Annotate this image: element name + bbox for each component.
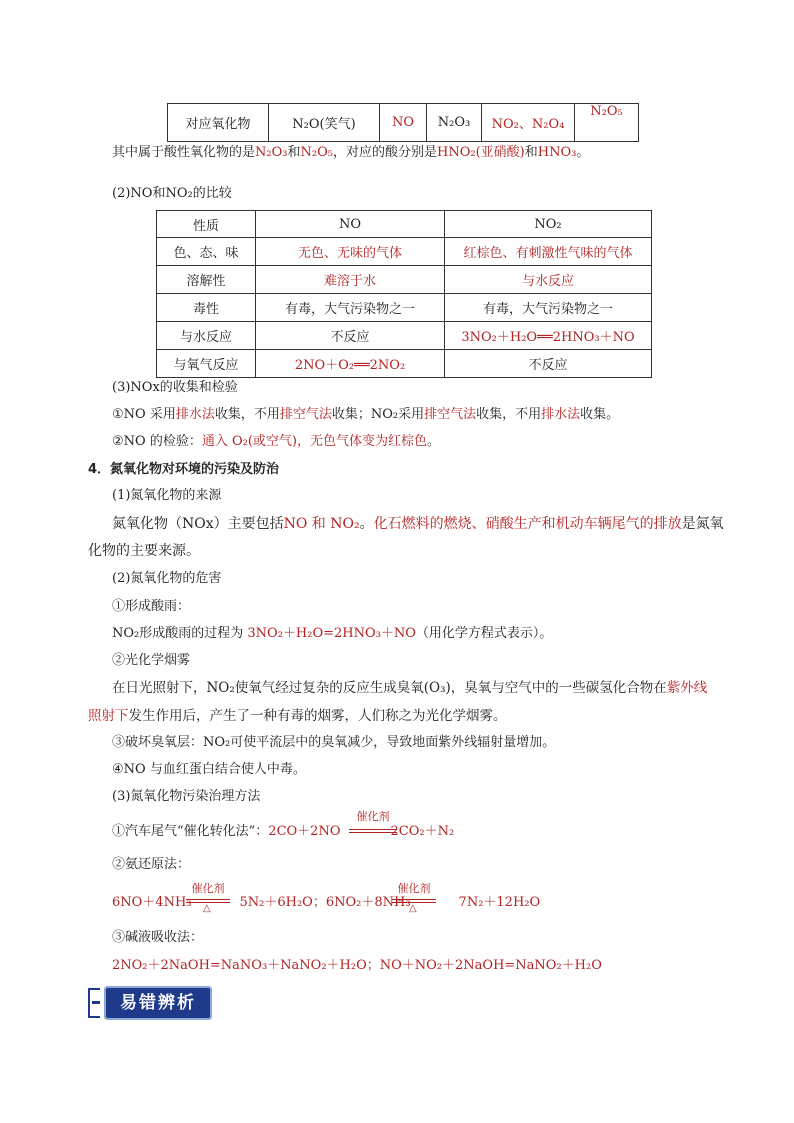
- oxide-no: NO: [380, 104, 427, 142]
- comparison-title: (2)NO和NO₂的比较: [112, 186, 232, 201]
- cmp-cell: 与水反应: [445, 266, 652, 294]
- text: （用化学方程式表示）。: [415, 626, 553, 641]
- cmp-cell: 色、态、味: [157, 238, 256, 266]
- term: 化石燃料的燃烧、硝酸生产和机动车辆尾气的排放: [373, 516, 682, 532]
- sources-paragraph-1: [112, 514, 724, 534]
- alkali-equation: 2NO₂＋2NaOH=NaNO₃＋NaNO₂＋H₂O；NO＋NO₂＋2NaOH=NaNO₂＋H₂O: [112, 958, 602, 973]
- text: ②NO 的检验：: [112, 434, 202, 449]
- text: 是氮氧: [681, 516, 724, 532]
- comparison-table: [156, 210, 652, 378]
- oxide-table-label: 对应氧化物: [168, 104, 269, 142]
- equation: 2CO₂＋N₂: [390, 824, 455, 839]
- term: 排空气法: [279, 407, 332, 422]
- collection-title: (3)NOx的收集和检验: [112, 380, 238, 395]
- cmp-cell: 毒性: [157, 294, 256, 322]
- text: 收集。: [580, 407, 620, 422]
- hazards-title: (2)氮氧化物的危害: [112, 571, 222, 586]
- text: ①NO 采用: [112, 407, 176, 422]
- text: 收集；NO₂采用: [331, 407, 425, 422]
- text: 和: [524, 145, 538, 160]
- cmp-cell: 不反应: [445, 350, 652, 378]
- cmp-header-property: 性质: [157, 211, 256, 238]
- text: 发生作用后，产生了一种有毒的烟雾，人们称之为光化学烟雾。: [128, 708, 507, 724]
- cmp-header-no: NO: [256, 211, 445, 238]
- smog-title: ②光化学烟雾: [112, 653, 191, 668]
- smog-line-1: [112, 678, 707, 698]
- equation: 6NO＋4NH₃: [112, 895, 192, 910]
- oxide-n2o3: N₂O₃: [427, 104, 482, 142]
- text: 。: [576, 145, 590, 160]
- cmp-cell: 2NO＋O₂══2NO₂: [256, 350, 445, 378]
- cmp-cell: 与水反应: [157, 322, 256, 350]
- term: NO 和 NO₂: [283, 516, 360, 532]
- equation: 7N₂＋12H₂O: [458, 895, 541, 910]
- oxide-no2-n2o4: NO₂、N₂O₄: [482, 104, 575, 142]
- catalytic-line: [112, 822, 454, 842]
- text: 收集，不用: [476, 407, 542, 422]
- text: 在日光照射下，NO₂使氧气经过复杂的反应生成臭氧(O₃)，臭氧与空气中的一些碳氢化合物在: [112, 680, 667, 696]
- oxide-n2o: N₂O(笑气): [269, 104, 380, 142]
- text: 。: [359, 516, 374, 532]
- sources-title: (1)氮氧化物的来源: [112, 488, 222, 503]
- ammonia-title: ②氨还原法：: [112, 857, 191, 872]
- cmp-header-no2: NO₂: [445, 211, 652, 238]
- text: NO₂形成酸雨的过程为: [112, 626, 248, 641]
- catalyst-label: 催化剂: [397, 882, 431, 895]
- heat-symbol: △: [409, 903, 417, 914]
- term: 紫外线: [666, 680, 708, 696]
- catalyst-label: 催化剂: [191, 882, 225, 895]
- term: 排水法: [175, 407, 215, 422]
- term: 通入 O₂(或空气)，无色气体变为红棕色: [201, 434, 427, 449]
- term: 照射下: [88, 708, 129, 724]
- collection-line: [112, 405, 619, 425]
- oxide-n2o5: N₂O₅: [575, 104, 639, 142]
- treatment-title: (3)氮氧化物污染治理方法: [112, 789, 261, 804]
- hemoglobin-line: ④NO 与血红蛋白结合使人中毒。: [112, 762, 306, 777]
- cmp-cell: 有毒，大气污染物之一: [256, 294, 445, 322]
- sources-paragraph-2: 化物的主要来源。: [88, 543, 200, 559]
- ozone-line: ③破坏臭氧层：NO₂可使平流层中的臭氧减少，导致地面紫外线辐射量增加。: [112, 735, 556, 750]
- term: 排空气法: [424, 407, 477, 422]
- text: 和: [287, 145, 301, 160]
- reaction-arrow: [349, 829, 397, 833]
- equation: 5N₂＋6H₂O；6NO₂＋8NH₃: [239, 895, 411, 910]
- cmp-cell: 3NO₂＋H₂O══2HNO₃＋NO: [445, 322, 652, 350]
- ammonia-equation: [112, 893, 540, 913]
- smog-line-2: [88, 706, 507, 726]
- acid-rain-equation: [112, 624, 552, 644]
- text: 其中属于酸性氧化物的是: [112, 145, 256, 160]
- cmp-cell: 溶解性: [157, 266, 256, 294]
- cmp-cell: 难溶于水: [256, 266, 445, 294]
- text: ，对应的酸分别是: [332, 145, 437, 160]
- cmp-cell: 与氧气反应: [157, 350, 256, 378]
- term: 排水法: [541, 407, 581, 422]
- acid-rain-title: ①形成酸雨：: [112, 599, 191, 614]
- equation: 2CO＋2NO: [268, 824, 341, 839]
- text: 收集，不用: [214, 407, 280, 422]
- catalyst-label: 催化剂: [356, 810, 390, 823]
- detection-line: [112, 432, 440, 452]
- section-4-heading: 4．氮氧化物对环境的污染及防治: [88, 462, 280, 477]
- hno3-term: HNO₃: [537, 145, 577, 160]
- text: 。: [426, 434, 440, 449]
- cmp-cell: 无色、无味的气体: [256, 238, 445, 266]
- cmp-cell: 不反应: [256, 322, 445, 350]
- oxide-table: [167, 103, 639, 142]
- cmp-cell: 有毒，大气污染物之一: [445, 294, 652, 322]
- acidic-oxide-line: [112, 143, 589, 163]
- alkali-title: ③碱液吸收法：: [112, 930, 204, 945]
- common-mistakes-badge: [88, 986, 212, 1020]
- n2o3-term: N₂O₃: [255, 145, 288, 160]
- text: 氮氧化物（NOx）主要包括: [112, 516, 284, 532]
- heat-symbol: △: [203, 903, 211, 914]
- badge-label: 易错辨析: [120, 993, 196, 1013]
- equation: 3NO₂＋H₂O=2HNO₃＋NO: [247, 626, 416, 641]
- hno2-term: HNO₂(亚硝酸): [436, 145, 525, 160]
- cmp-cell: 红棕色、有刺激性气味的气体: [445, 238, 652, 266]
- n2o5-term: N₂O₅: [300, 145, 333, 160]
- text: ①汽车尾气“催化转化法”：: [112, 824, 269, 839]
